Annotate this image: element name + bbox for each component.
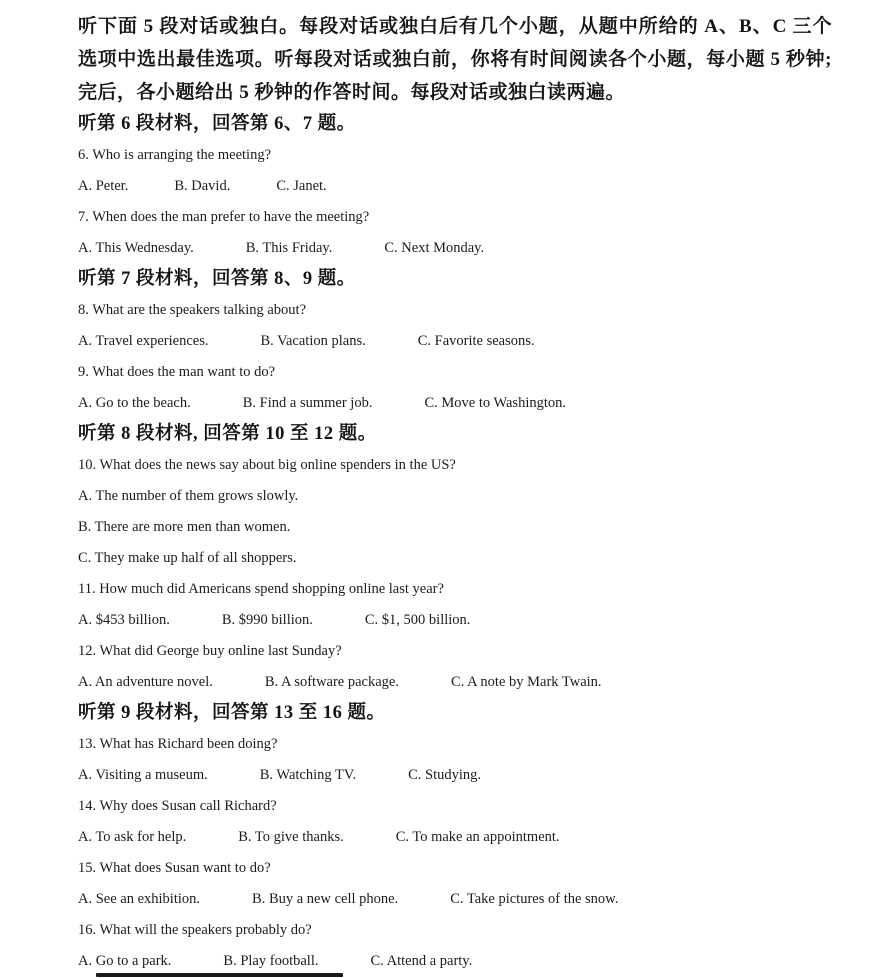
option-16-a: A. Go to a park.	[78, 953, 172, 969]
section-header-material-6: 听第 6 段材料，回答第 6、7 题。	[78, 114, 356, 134]
option-14-b: B. To give thanks.	[238, 829, 344, 845]
option-12-c: C. A note by Mark Twain.	[451, 674, 602, 690]
option-6-a: A. Peter.	[78, 178, 129, 194]
option-8-a: A. Travel experiences.	[78, 333, 209, 349]
question-14-options	[78, 822, 832, 853]
option-9-b: B. Find a summer job.	[242, 395, 373, 411]
option-6-c: C. Janet.	[276, 178, 327, 194]
option-15-b: B. Buy a new cell phone.	[252, 891, 399, 907]
option-12-a: A. An adventure novel.	[78, 674, 213, 690]
question-16-text: 16. What will the speakers probably do?	[78, 922, 312, 938]
option-6-b: B. David.	[174, 178, 231, 194]
option-7-b: B. This Friday.	[245, 240, 333, 256]
option-15-c: C. Take pictures of the snow.	[450, 891, 619, 907]
question-13-options	[78, 760, 832, 791]
question-14-text: 14. Why does Susan call Richard?	[78, 798, 277, 814]
question-6-text: 6. Who is arranging the meeting?	[78, 147, 272, 163]
question-8-options	[78, 326, 832, 357]
option-15-a: A. See an exhibition.	[78, 891, 201, 907]
question-11-options	[78, 605, 832, 636]
option-14-c: C. To make an appointment.	[395, 829, 560, 845]
option-9-c: C. Move to Washington.	[424, 395, 567, 411]
section-header-material-7: 听第 7 段材料，回答第 8、9 题。	[78, 269, 356, 289]
question-9-options	[78, 388, 832, 419]
option-10-b: B. There are more men than women.	[78, 519, 291, 535]
question-12-options	[78, 667, 832, 698]
section-header-material-8: 听第 8 段材料, 回答第 10 至 12 题。	[78, 424, 377, 444]
option-13-b: B. Watching TV.	[259, 767, 357, 783]
option-16-b: B. Play football.	[223, 953, 319, 969]
truncated-next-line-artifact	[96, 973, 343, 977]
option-7-c: C. Next Monday.	[384, 240, 485, 256]
question-7-text: 7. When does the man prefer to have the meeting?	[78, 209, 370, 225]
question-15-options	[78, 884, 832, 915]
option-11-a: A. $453 billion.	[78, 612, 170, 628]
question-6-options	[78, 171, 832, 202]
intro-paragraph: 听下面 5 段对话或独白。每段对话或独白后有几个小题，从题中所给的 A、B、C 三个选项中选出最佳选项。听每段对话或独白前，你将有时间阅读各个小题，每小题 5 秒钟;完后，各小题给出 5 秒钟的作答时间。每段对话或独白读两遍。	[78, 16, 832, 103]
question-13-text: 13. What has Richard been doing?	[78, 736, 278, 752]
option-10-a: A. The number of them grows slowly.	[78, 488, 299, 504]
option-8-c: C. Favorite seasons.	[417, 333, 535, 349]
option-13-a: A. Visiting a museum.	[78, 767, 208, 783]
question-10-text: 10. What does the news say about big online spenders in the US?	[78, 457, 456, 473]
option-13-c: C. Studying.	[408, 767, 481, 783]
option-10-c: C. They make up half of all shoppers.	[78, 550, 297, 566]
option-8-b: B. Vacation plans.	[260, 333, 366, 349]
question-8-text: 8. What are the speakers talking about?	[78, 302, 307, 318]
question-7-options	[78, 233, 832, 264]
option-11-c: C. $1, 500 billion.	[364, 612, 471, 628]
question-9-text: 9. What does the man want to do?	[78, 364, 276, 380]
option-9-a: A. Go to the beach.	[78, 395, 191, 411]
option-11-b: B. $990 billion.	[221, 612, 313, 628]
exam-listening-page	[78, 10, 832, 977]
option-7-a: A. This Wednesday.	[78, 240, 194, 256]
option-16-c: C. Attend a party.	[370, 953, 473, 969]
section-header-material-9: 听第 9 段材料，回答第 13 至 16 题。	[78, 703, 386, 723]
question-12-text: 12. What did George buy online last Sunday?	[78, 643, 342, 659]
question-11-text: 11. How much did Americans spend shopping online last year?	[78, 581, 444, 597]
option-14-a: A. To ask for help.	[78, 829, 187, 845]
option-12-b: B. A software package.	[264, 674, 399, 690]
question-15-text: 15. What does Susan want to do?	[78, 860, 271, 876]
